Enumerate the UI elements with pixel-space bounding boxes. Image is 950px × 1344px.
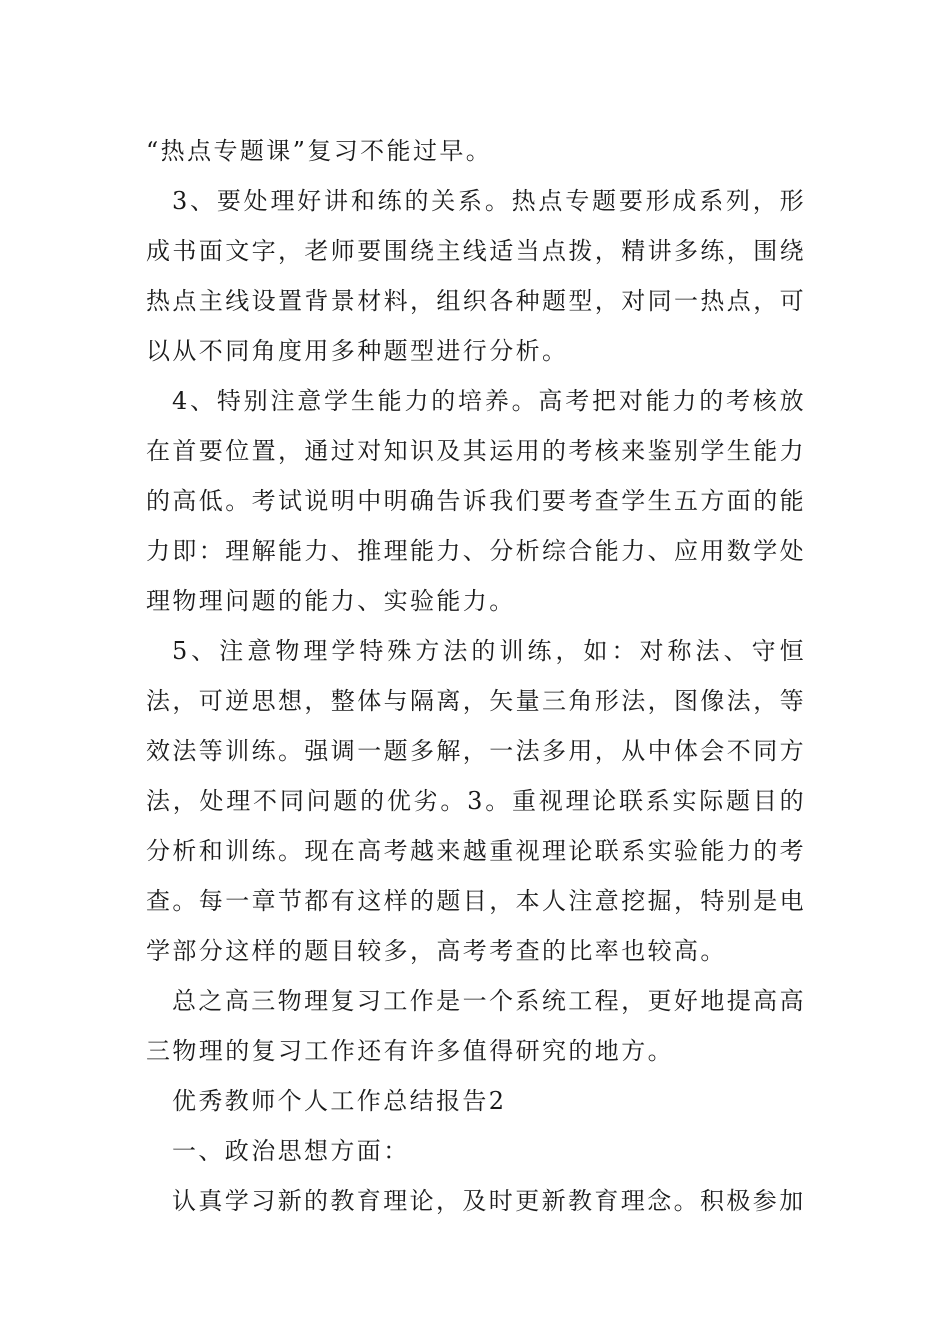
section-title: 优秀教师个人工作总结报告2 — [172, 1087, 507, 1115]
document-body — [146, 126, 806, 1226]
paragraph-item-5: 5、注意物理学特殊方法的训练，如：对称法、守恒法，可逆思想，整体与隔离，矢量三角形法，图像法，等效法等训练。强调一题多解，一法多用，从中体会不同方法，处理不同问题的优劣。3。重视理论联系实际题目的分析和训练。现在高考越来越重视理论联系实验能力的考查。每一章节都有这样的题目，本人注意挖掘，特别是电学部分这样的题目较多，高考考查的比率也较高。 — [146, 637, 806, 965]
paragraph-politics: 认真学习新的教育理论，及时更新教育理念。积极参加 — [172, 1187, 806, 1215]
paragraph-item-3: 3、要处理好讲和练的关系。热点专题要形成系列，形成书面文字，老师要围绕主线适当点拨，精讲多练，围绕热点主线设置背景材料，组织各种题型，对同一热点，可以从不同角度用多种题型进行分析。 — [146, 187, 806, 365]
paragraph-continuation: “热点专题课”复习不能过早。 — [146, 137, 493, 165]
section-heading-politics: 一、政治思想方面： — [172, 1137, 410, 1165]
paragraph-item-4: 4、特别注意学生能力的培养。高考把对能力的考核放在首要位置，通过对知识及其运用的考核来鉴别学生能力的高低。考试说明中明确告诉我们要考查学生五方面的能力即：理解能力、推理能力、分析综合能力、应用数学处理物理问题的能力、实验能力。 — [146, 387, 806, 615]
paragraph-summary: 总之高三物理复习工作是一个系统工程，更好地提高高三物理的复习工作还有许多值得研究的地方。 — [146, 987, 806, 1065]
